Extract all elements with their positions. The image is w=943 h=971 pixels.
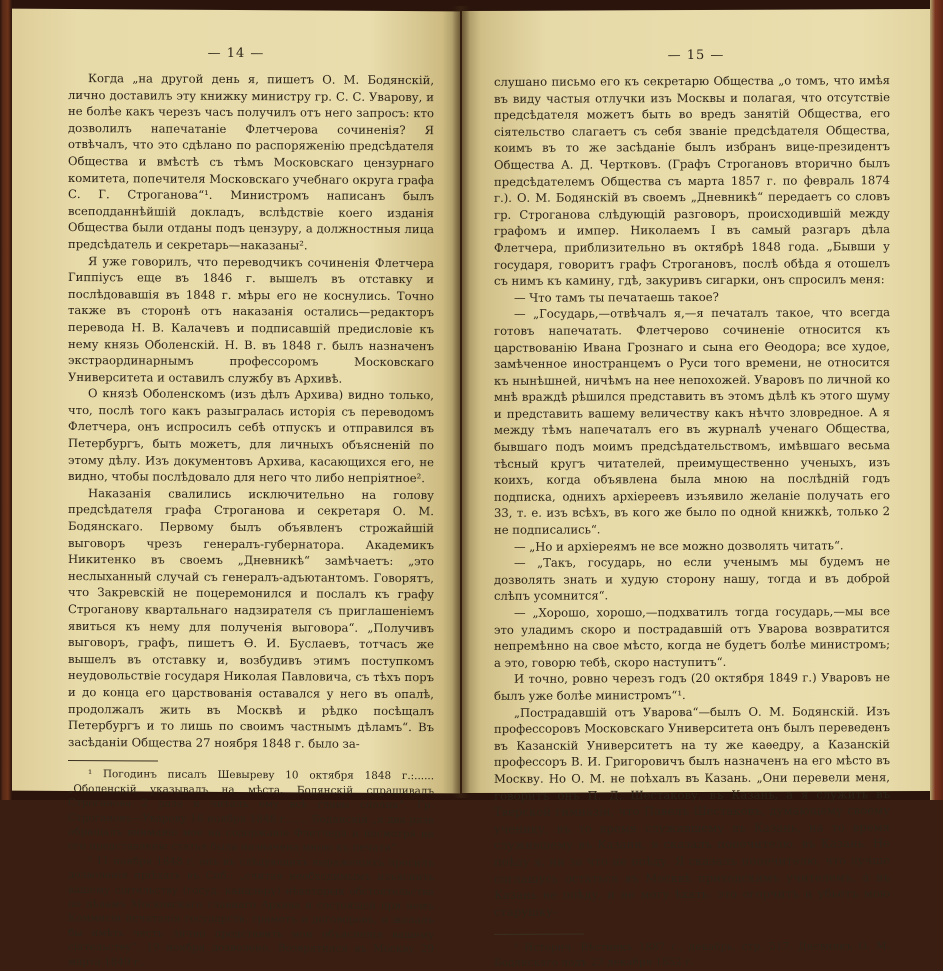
paragraph: Когда „на другой день я, пишетъ О. М. Бодянскій, лично доставилъ эту книжку министру гр. С. С. Уварову, и не болѣе какъ черезъ часъ получилъ отъ него запросъ: кто дозволилъ напечатаніе Флетчерова сочиненія? Я отвѣчалъ, что это сдѣлано по распоряженію предсѣдателя Общества и вмѣстѣ съ тѣмъ Московскаго цензурнаго комитета, попечителя Московскаго учебнаго округа графа С. Г. Строганова“¹. Министромъ написанъ былъ всеподданнѣйшій докладъ, вслѣдствіе коего изданія Общества были отданы подъ цензуру, а должностныя лица предсѣдатель и секретарь—наказаны². (68, 71, 435, 253)
footnote: ¹ Историч. Вѣстникъ 1887 г., декабрь, стр. 517. Дневникъ О. М. Бодянскаго подъ 23 декабря 1852 г. (494, 940, 890, 969)
right-page (462, 9, 930, 969)
main-text (12, 70, 460, 753)
dialogue-line: — „Хорошо, хорошо,—подхватилъ тогда государь,—мы все это уладимъ скоро и пострадавшій отъ Уварова возвратится непремѣнно на свое мѣсто, когда не будетъ болѣе министромъ; а это, говорю тебѣ, скоро наступитъ“. (494, 604, 890, 670)
footnote-rule (68, 760, 158, 762)
footnote: ¹ Погодинъ писалъ Шевыреву 10 октября 1848 г.:...... „Оболенскій указывалъ на мѣста. Бодянскій спрашивалъ Строганова 2 раза и читалъ ему всѣ главы сполна“. Гр. Строгановъ—Уварову 16 ноября 1848 г....... Бодянскій „я два раза обращалъ вниманіе мое на содержаніе Флетчера и несмотря на его представленіе статья была назначена мною къ печати“. (68, 768, 434, 855)
left-page (12, 9, 460, 969)
paragraph: слушано письмо его къ секретарю Общества „о томъ, что имѣя въ виду частыя отлучки изъ Москвы и полагая, что отсутствіе предсѣдателя можетъ быть во вредъ занятій Общества, его сіятельство слагаетъ съ себя званіе предсѣдателя Общества, коимъ въ то же засѣданіе былъ избранъ вице-президентъ Общества А. Д. Чертковъ. (Графъ Строгановъ вторично былъ предсѣдателемъ Общества съ марта 1857 г. по февраль 1874 г.). О. М. Бодянскій въ своемъ „Дневникѣ“ передаетъ со словъ гр. Строганова слѣдующій разговоръ, происходившій между графомъ и импер. Николаемъ I въ самый разгаръ дѣла Флетчера, приблизительно въ октябрѣ 1848 года. „Бывши у государя, говоритъ графъ Строгановъ, послѣ обѣда я отошелъ съ нимъ къ камину, гдѣ, закуривъ сигарки, онъ спросилъ меня: (494, 73, 890, 289)
page-number: — 15 — (667, 47, 725, 64)
footnotes (462, 939, 930, 970)
page-number: — 14 — (207, 45, 265, 62)
footnotes (12, 767, 460, 971)
paragraph: И точно, ровно черезъ годъ (20 октября 1849 г.) Уваровъ не былъ уже болѣе министромъ“¹. (494, 670, 890, 703)
dialogue-line: — „Но и архіереямъ не все можно дозволять читать“. (514, 537, 844, 554)
dialogue-line: — „Такъ, государь, но если ученымъ мы будемъ не дозволять знать и худую сторону нашу, тогда и въ доброй слѣпъ усомнится“. (494, 554, 890, 604)
main-text (462, 72, 930, 920)
dialogue-line: — Что тамъ ты печатаешь такое? (514, 289, 719, 305)
paragraph: „Пострадавшій отъ Уварова“—былъ О. М. Бодянскій. Изъ профессоровъ Московскаго Университета онъ былъ переведенъ въ Казанскій Университетъ на ту же каѳедру, а Казанскій профессоръ В. И. Григоровичъ былъ назначенъ на его мѣсто въ Москву. Но О. М. не поѣхалъ въ Казань. „Они перевели меня, говоритъ онъ П. Д. Шестакову, въ Казань, а я служить въ Тверской гимназіи, что Павелъ Шестаковъ, думающему своему ученику, въ то время служившему въ Казань, на то время служившему въ Казани, я сказалъ попечителю, въ Казань. Не поѣду я, ни за что не поѣду. Я сказалъ попечителю, что лучше соглашусь остаться въ Москвѣ приходскимъ учителемъ, а въ Казань не поѣду, и не могу ѣхать: это огорчитъ и убьетъ мою старушку- (494, 703, 890, 919)
book-cover-edge (930, 0, 943, 800)
dialogue-line: — „Государь,—отвѣчалъ я,—я печаталъ такое, что всегда готовъ напечатать. Флетчерово сочиненіе относится къ царствованію Ивана Грознаго и сына его Ѳеодора; все худое, замѣченное иностранцемъ о Руси того времени, не относится къ нынѣшней, ничѣмъ на нее непохожей. Уваровъ по личной ко мнѣ враждѣ рѣшился представить въ этомъ дѣлѣ къ этого шуму и представить вашему величеству какъ нѣчто зловредное. А я между тѣмъ напечаталъ его въ журналѣ ученаго Общества, бывшаго подъ моимъ предсѣдательствомъ, имѣвшаго весьма тѣсный кругъ читателей, преимущественно ученыхъ, изъ коихъ, когда объявлена была мною на послѣдній годъ подписка, однихъ архіереевъ изъявило желаніе получать его 33, т. е. изъ всѣхъ, въ кого же было по одной книжкѣ, только 2 не подписались“. (494, 305, 890, 537)
paragraph: О князѣ Оболенскомъ (изъ дѣлъ Архива) видно только, что, послѣ того какъ разыгралась исторія съ переводомъ Флетчера, онъ испросилъ себѣ отпускъ и отправился въ Петербургъ, быть можетъ, для личныхъ объясненій по этому дѣлу. Изъ документовъ Архива, касающихся его, не видно, чтобы послѣдовало для него что либо непріятное². (68, 386, 434, 486)
paragraph: Наказанія свалились исключительно на голову предсѣдателя графа Строганова и секретаря О. М. Бодянскаго. Первому былъ объявленъ строжайшій выговоръ чрезъ генералъ-губернатора. Академикъ Никитенко въ своемъ „Дневникѣ“ замѣчаетъ: „это неслыханный случай съ генералъ-адъютантомъ. Говорятъ, что Закревскій не поцеремонился и послалъ къ графу Строганову квартальнаго надзирателя съ приглашеніемъ явиться къ нему для полученія выговора“. „Получивъ выговоръ, графъ, пишетъ Ѳ. И. Буслаевъ, тотчасъ же вышелъ въ отставку и, возбудивъ этимъ поступкомъ неудовольствіе государя Николая Павловича, съ тѣхъ поръ и до конца его царствованія оставался у него въ опалѣ, продолжалъ жить въ Москвѣ и рѣдко посѣщалъ Петербургъ и то лишь по своимъ частнымъ дѣламъ“. Въ засѣданіи Общества 27 ноября 1848 г. было за- (68, 485, 434, 751)
footnote-rule (494, 934, 584, 935)
footnote: ² 11 ноября 1848 г. онъ въ слѣдующихъ выраженіяхъ просилъ дозволенія пріѣхать въ Спб.: „считая необходимымъ изъяснить вашему сіятельству (госуд. канцлеру) нѣкоторыя обстоятельства по дѣламъ Московскаго главнаго Архива и состоящей при немъ Коммисіи печатанія государств. грамотъ и договоровъ, и желалъ бы имѣть честь лично представить мои объясненія вашему сіятельству“. 19 ноября дозволено. Возвратился въ Москву 29 марта 1849 г. (68, 854, 434, 969)
paragraph: Я уже говорилъ, что переводчикъ сочиненія Флетчера Гиппіусъ еще въ 1846 г. вышелъ въ отставку и послѣдовавшія въ 1848 г. мѣры его не коснулись. Точно также въ сторонѣ отъ наказанія остались—редакторъ перевода Н. В. Калачевъ и подписавшій предисловіе къ нему князь Оболенскій. Н. В. въ 1848 г. былъ назначенъ экстраординарнымъ профессоромъ Московскаго Университета и оставилъ службу въ Архивѣ. (68, 253, 434, 386)
